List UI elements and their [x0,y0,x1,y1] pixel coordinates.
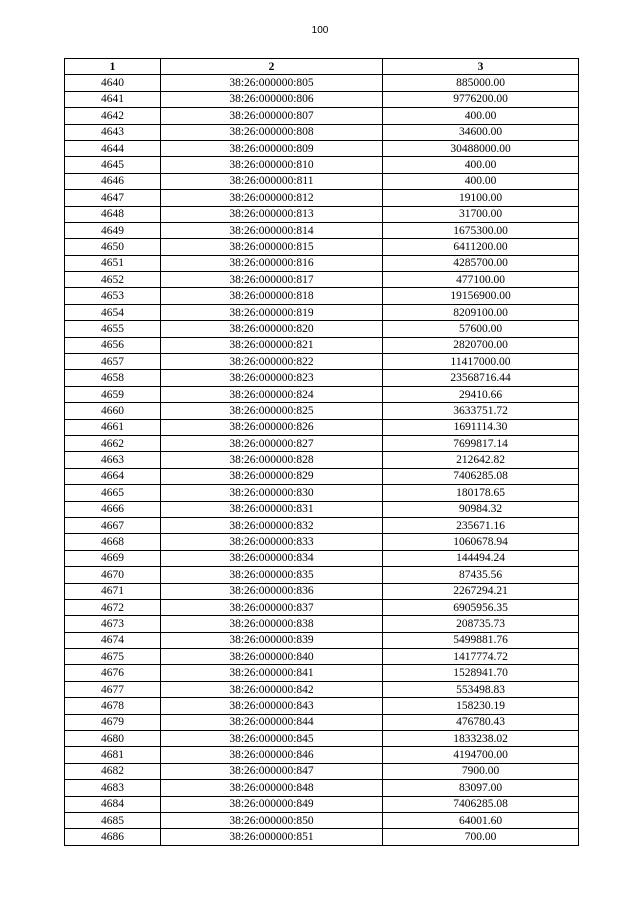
value-cell: 6905956.35 [383,599,579,615]
row-number-cell: 4686 [65,829,161,845]
value-cell: 31700.00 [383,206,579,222]
cadastral-number-cell: 38:26:000000:805 [161,75,383,91]
value-cell: 11417000.00 [383,354,579,370]
table-row [65,812,579,828]
cadastral-number-cell: 38:26:000000:836 [161,583,383,599]
cadastral-number-cell: 38:26:000000:832 [161,517,383,533]
table-row [65,304,579,320]
row-number-cell: 4668 [65,534,161,550]
table-row [65,616,579,632]
value-cell: 2267294.21 [383,583,579,599]
row-number-cell: 4684 [65,796,161,812]
row-number-cell: 4643 [65,124,161,140]
row-number-cell: 4670 [65,567,161,583]
value-cell: 57600.00 [383,321,579,337]
cadastral-number-cell: 38:26:000000:848 [161,780,383,796]
value-cell: 1675300.00 [383,222,579,238]
cadastral-number-cell: 38:26:000000:835 [161,567,383,583]
row-number-cell: 4672 [65,599,161,615]
value-cell: 5499881.76 [383,632,579,648]
row-number-cell: 4649 [65,222,161,238]
table-row [65,681,579,697]
cadastral-number-cell: 38:26:000000:851 [161,829,383,845]
value-cell: 476780.43 [383,714,579,730]
row-number-cell: 4682 [65,763,161,779]
value-cell: 7900.00 [383,763,579,779]
value-cell: 1528941.70 [383,665,579,681]
cadastral-number-cell: 38:26:000000:833 [161,534,383,550]
cadastral-number-cell: 38:26:000000:816 [161,255,383,271]
cadastral-number-cell: 38:26:000000:837 [161,599,383,615]
cadastral-number-cell: 38:26:000000:809 [161,140,383,156]
table-header-row [65,59,579,75]
value-cell: 8209100.00 [383,304,579,320]
row-number-cell: 4662 [65,435,161,451]
cadastral-number-cell: 38:26:000000:843 [161,698,383,714]
table-row [65,567,579,583]
value-cell: 144494.24 [383,550,579,566]
value-cell: 87435.56 [383,567,579,583]
table-row [65,829,579,845]
table-row [65,288,579,304]
cadastral-number-cell: 38:26:000000:815 [161,239,383,255]
cadastral-number-cell: 38:26:000000:845 [161,731,383,747]
row-number-cell: 4648 [65,206,161,222]
table-row [65,140,579,156]
row-number-cell: 4642 [65,108,161,124]
row-number-cell: 4675 [65,649,161,665]
value-cell: 212642.82 [383,452,579,468]
table-row [65,157,579,173]
table-row [65,190,579,206]
cadastral-number-cell: 38:26:000000:811 [161,173,383,189]
table-row [65,91,579,107]
row-number-cell: 4646 [65,173,161,189]
value-cell: 158230.19 [383,698,579,714]
table-row [65,255,579,271]
cadastral-number-cell: 38:26:000000:822 [161,354,383,370]
row-number-cell: 4679 [65,714,161,730]
cadastral-number-cell: 38:26:000000:813 [161,206,383,222]
row-number-cell: 4660 [65,403,161,419]
value-cell: 1060678.94 [383,534,579,550]
value-cell: 208735.73 [383,616,579,632]
table-row [65,108,579,124]
cadastral-number-cell: 38:26:000000:820 [161,321,383,337]
table-row [65,780,579,796]
row-number-cell: 4666 [65,501,161,517]
row-number-cell: 4659 [65,386,161,402]
value-cell: 4285700.00 [383,255,579,271]
table-row [65,337,579,353]
cadastral-number-cell: 38:26:000000:839 [161,632,383,648]
value-cell: 1833238.02 [383,731,579,747]
value-cell: 2820700.00 [383,337,579,353]
table-row [65,501,579,517]
value-cell: 1417774.72 [383,649,579,665]
row-number-cell: 4664 [65,468,161,484]
table-row [65,419,579,435]
cadastral-number-cell: 38:26:000000:830 [161,485,383,501]
column-header-2: 2 [161,59,383,75]
value-cell: 64001.60 [383,812,579,828]
column-header-1: 1 [65,59,161,75]
column-header-3: 3 [383,59,579,75]
value-cell: 400.00 [383,108,579,124]
table-row [65,386,579,402]
value-cell: 23568716.44 [383,370,579,386]
table-row [65,403,579,419]
table-row [65,222,579,238]
value-cell: 30488000.00 [383,140,579,156]
table-row [65,747,579,763]
cadastral-number-cell: 38:26:000000:838 [161,616,383,632]
cadastral-number-cell: 38:26:000000:829 [161,468,383,484]
value-cell: 180178.65 [383,485,579,501]
table-row [65,435,579,451]
row-number-cell: 4658 [65,370,161,386]
value-cell: 29410.66 [383,386,579,402]
cadastral-number-cell: 38:26:000000:810 [161,157,383,173]
value-cell: 1691114.30 [383,419,579,435]
row-number-cell: 4653 [65,288,161,304]
cadastral-number-cell: 38:26:000000:821 [161,337,383,353]
value-cell: 19156900.00 [383,288,579,304]
value-cell: 4194700.00 [383,747,579,763]
table-row [65,583,579,599]
value-cell: 19100.00 [383,190,579,206]
value-cell: 34600.00 [383,124,579,140]
table-row [65,485,579,501]
value-cell: 9776200.00 [383,91,579,107]
table-row [65,796,579,812]
row-number-cell: 4683 [65,780,161,796]
cadastral-number-cell: 38:26:000000:847 [161,763,383,779]
row-number-cell: 4641 [65,91,161,107]
table-row [65,517,579,533]
table-row [65,698,579,714]
row-number-cell: 4680 [65,731,161,747]
row-number-cell: 4654 [65,304,161,320]
table-row [65,763,579,779]
row-number-cell: 4650 [65,239,161,255]
value-cell: 477100.00 [383,272,579,288]
table-row [65,75,579,91]
cadastral-number-cell: 38:26:000000:808 [161,124,383,140]
cadastral-number-cell: 38:26:000000:831 [161,501,383,517]
cadastral-number-cell: 38:26:000000:823 [161,370,383,386]
value-cell: 7699817.14 [383,435,579,451]
row-number-cell: 4685 [65,812,161,828]
row-number-cell: 4674 [65,632,161,648]
cadastral-number-cell: 38:26:000000:846 [161,747,383,763]
cadastral-number-cell: 38:26:000000:842 [161,681,383,697]
row-number-cell: 4667 [65,517,161,533]
row-number-cell: 4656 [65,337,161,353]
table-row [65,665,579,681]
table-row [65,354,579,370]
row-number-cell: 4681 [65,747,161,763]
value-cell: 700.00 [383,829,579,845]
table-row [65,731,579,747]
cadastral-number-cell: 38:26:000000:819 [161,304,383,320]
cadastral-number-cell: 38:26:000000:825 [161,403,383,419]
table-row [65,173,579,189]
page-number: 100 [311,25,329,36]
row-number-cell: 4647 [65,190,161,206]
row-number-cell: 4665 [65,485,161,501]
value-cell: 3633751.72 [383,403,579,419]
value-cell: 7406285.08 [383,796,579,812]
table-row [65,321,579,337]
value-cell: 6411200.00 [383,239,579,255]
value-cell: 7406285.08 [383,468,579,484]
table-row [65,239,579,255]
cadastral-number-cell: 38:26:000000:844 [161,714,383,730]
table-row [65,452,579,468]
cadastral-number-cell: 38:26:000000:824 [161,386,383,402]
cadastral-number-cell: 38:26:000000:849 [161,796,383,812]
row-number-cell: 4661 [65,419,161,435]
table-row [65,599,579,615]
value-cell: 235671.16 [383,517,579,533]
row-number-cell: 4645 [65,157,161,173]
cadastral-number-cell: 38:26:000000:818 [161,288,383,304]
value-cell: 553498.83 [383,681,579,697]
cadastral-number-cell: 38:26:000000:850 [161,812,383,828]
cadastral-number-cell: 38:26:000000:834 [161,550,383,566]
value-cell: 885000.00 [383,75,579,91]
row-number-cell: 4651 [65,255,161,271]
cadastral-number-cell: 38:26:000000:840 [161,649,383,665]
row-number-cell: 4669 [65,550,161,566]
table-row [65,206,579,222]
cadastral-number-cell: 38:26:000000:827 [161,435,383,451]
table-row [65,632,579,648]
row-number-cell: 4671 [65,583,161,599]
row-number-cell: 4678 [65,698,161,714]
cadastral-number-cell: 38:26:000000:807 [161,108,383,124]
cadastral-table [64,58,579,846]
row-number-cell: 4640 [65,75,161,91]
table-row [65,272,579,288]
row-number-cell: 4673 [65,616,161,632]
value-cell: 83097.00 [383,780,579,796]
cadastral-number-cell: 38:26:000000:826 [161,419,383,435]
table-row [65,714,579,730]
value-cell: 400.00 [383,173,579,189]
table-row [65,550,579,566]
table-row [65,370,579,386]
cadastral-number-cell: 38:26:000000:841 [161,665,383,681]
row-number-cell: 4663 [65,452,161,468]
cadastral-number-cell: 38:26:000000:817 [161,272,383,288]
row-number-cell: 4652 [65,272,161,288]
cadastral-number-cell: 38:26:000000:814 [161,222,383,238]
table-body [65,75,579,845]
table-row [65,534,579,550]
row-number-cell: 4655 [65,321,161,337]
cadastral-number-cell: 38:26:000000:806 [161,91,383,107]
table-row [65,124,579,140]
row-number-cell: 4677 [65,681,161,697]
row-number-cell: 4657 [65,354,161,370]
row-number-cell: 4644 [65,140,161,156]
value-cell: 400.00 [383,157,579,173]
row-number-cell: 4676 [65,665,161,681]
table-row [65,468,579,484]
cadastral-number-cell: 38:26:000000:812 [161,190,383,206]
cadastral-number-cell: 38:26:000000:828 [161,452,383,468]
value-cell: 90984.32 [383,501,579,517]
table-row [65,649,579,665]
